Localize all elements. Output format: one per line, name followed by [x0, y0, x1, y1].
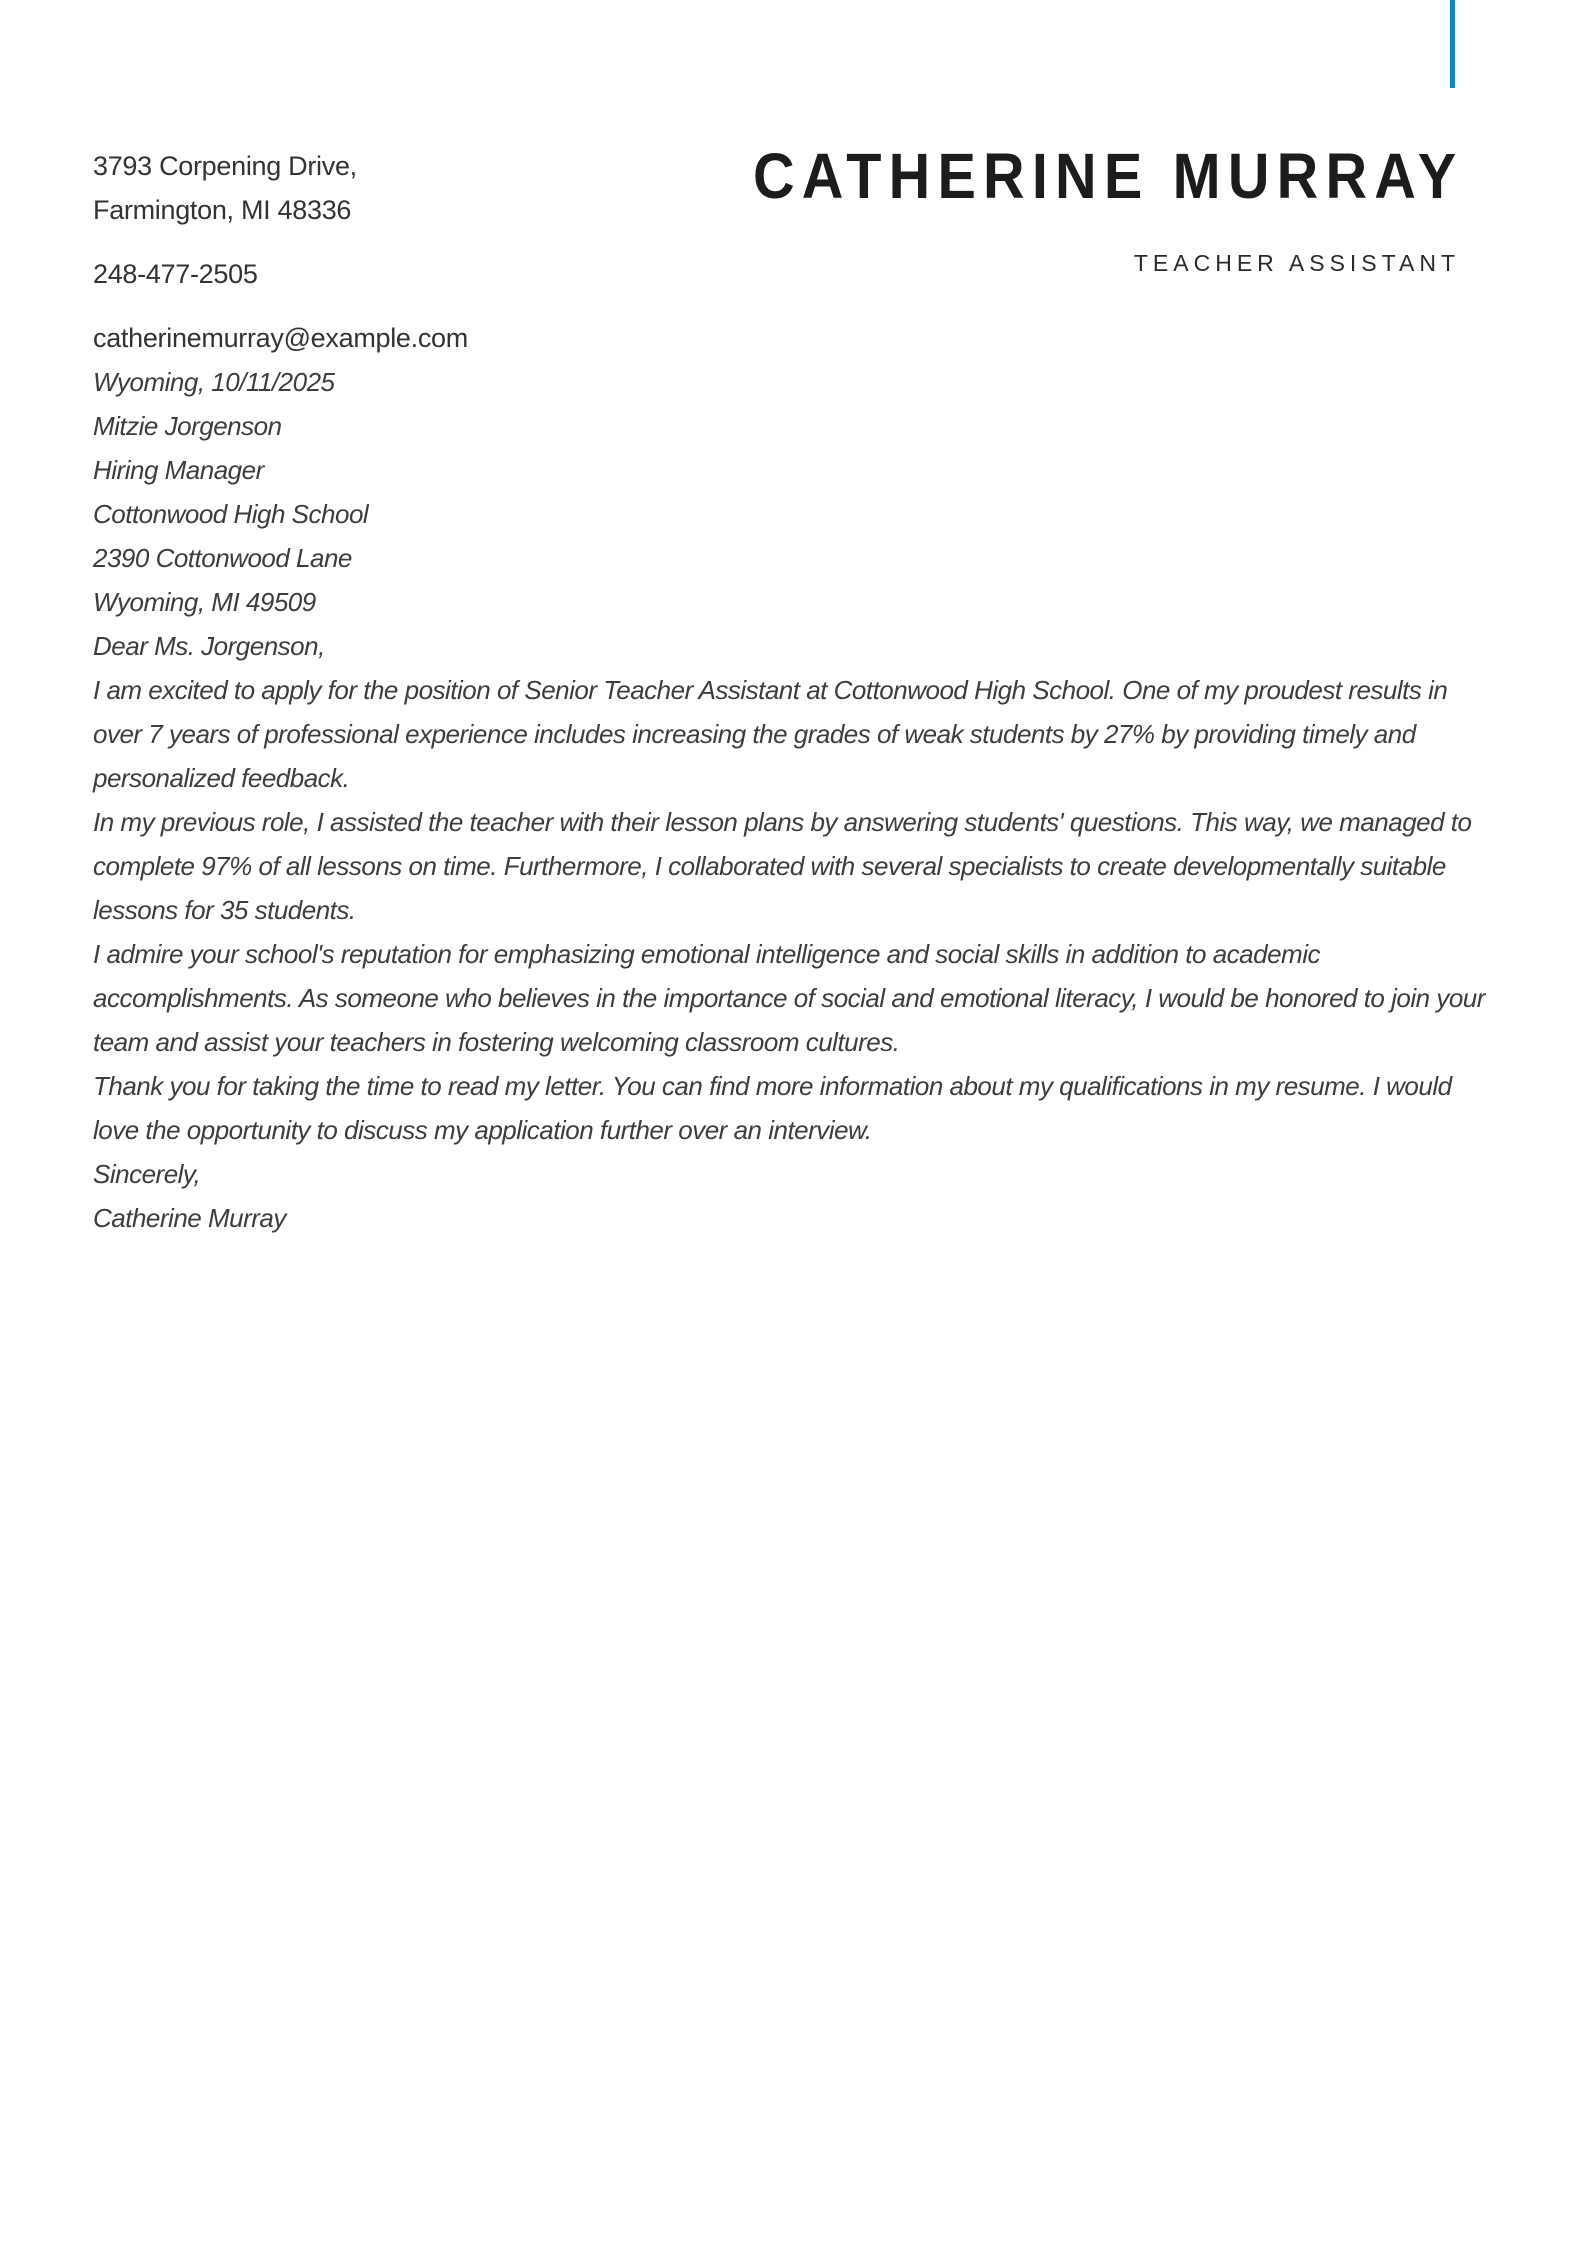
recipient-city: Wyoming, MI 49509 [93, 587, 316, 617]
recipient-street: 2390 Cottonwood Lane [93, 543, 352, 573]
paragraph-thanks: Thank you for taking the time to read my letter. You can find more information about my qualifications in my resume. I would love the opportunity to discuss my application further over an interview. [93, 1071, 1452, 1145]
identity-block [674, 140, 1463, 277]
letter-body [0, 360, 1588, 1240]
accent-bar [1450, 0, 1455, 88]
recipient-role: Hiring Manager [93, 455, 264, 485]
paragraph-intro: I am excited to apply for the position of Senior Teacher Assistant at Cottonwood High School. One of my proudest results in over 7 years of professional experience includes increasing the grades of weak students by 27% by providing timely and personalized feedback. [93, 675, 1448, 793]
paragraph-experience: In my previous role, I assisted the teacher with their lesson plans by answering students' questions. This way, we managed to complete 97% of all lessons on time. Furthermore, I collaborated with several specialists to create developmentally suitable lessons for 35 students. [93, 807, 1472, 925]
letter-header [0, 0, 1588, 360]
contact-email: catherinemurray@example.com [93, 323, 468, 353]
paragraph-motivation: I admire your school's reputation for emphasizing emotional intelligence and social skills in addition to academic accomplishments. As someone who believes in the importance of social and emotional literacy, I would be honored to join your team and assist your teachers in fostering welcoming classroom cultures. [93, 939, 1485, 1057]
contact-phone: 248-477-2505 [93, 259, 258, 289]
contact-address-line2: Farmington, MI 48336 [93, 195, 352, 225]
date-line: Wyoming, 10/11/2025 [93, 367, 335, 397]
signature-name: Catherine Murray [93, 1203, 286, 1233]
applicant-job-title: TEACHER ASSISTANT [1133, 250, 1460, 276]
contact-address-line1: 3793 Corpening Drive, [93, 151, 357, 181]
salutation: Dear Ms. Jorgenson, [93, 631, 325, 661]
contact-block [93, 144, 468, 360]
recipient-company: Cottonwood High School [93, 499, 369, 529]
applicant-name: CATHERINE MURRAY [752, 140, 1463, 212]
closing: Sincerely, [93, 1159, 201, 1189]
recipient-name: Mitzie Jorgenson [93, 411, 282, 441]
